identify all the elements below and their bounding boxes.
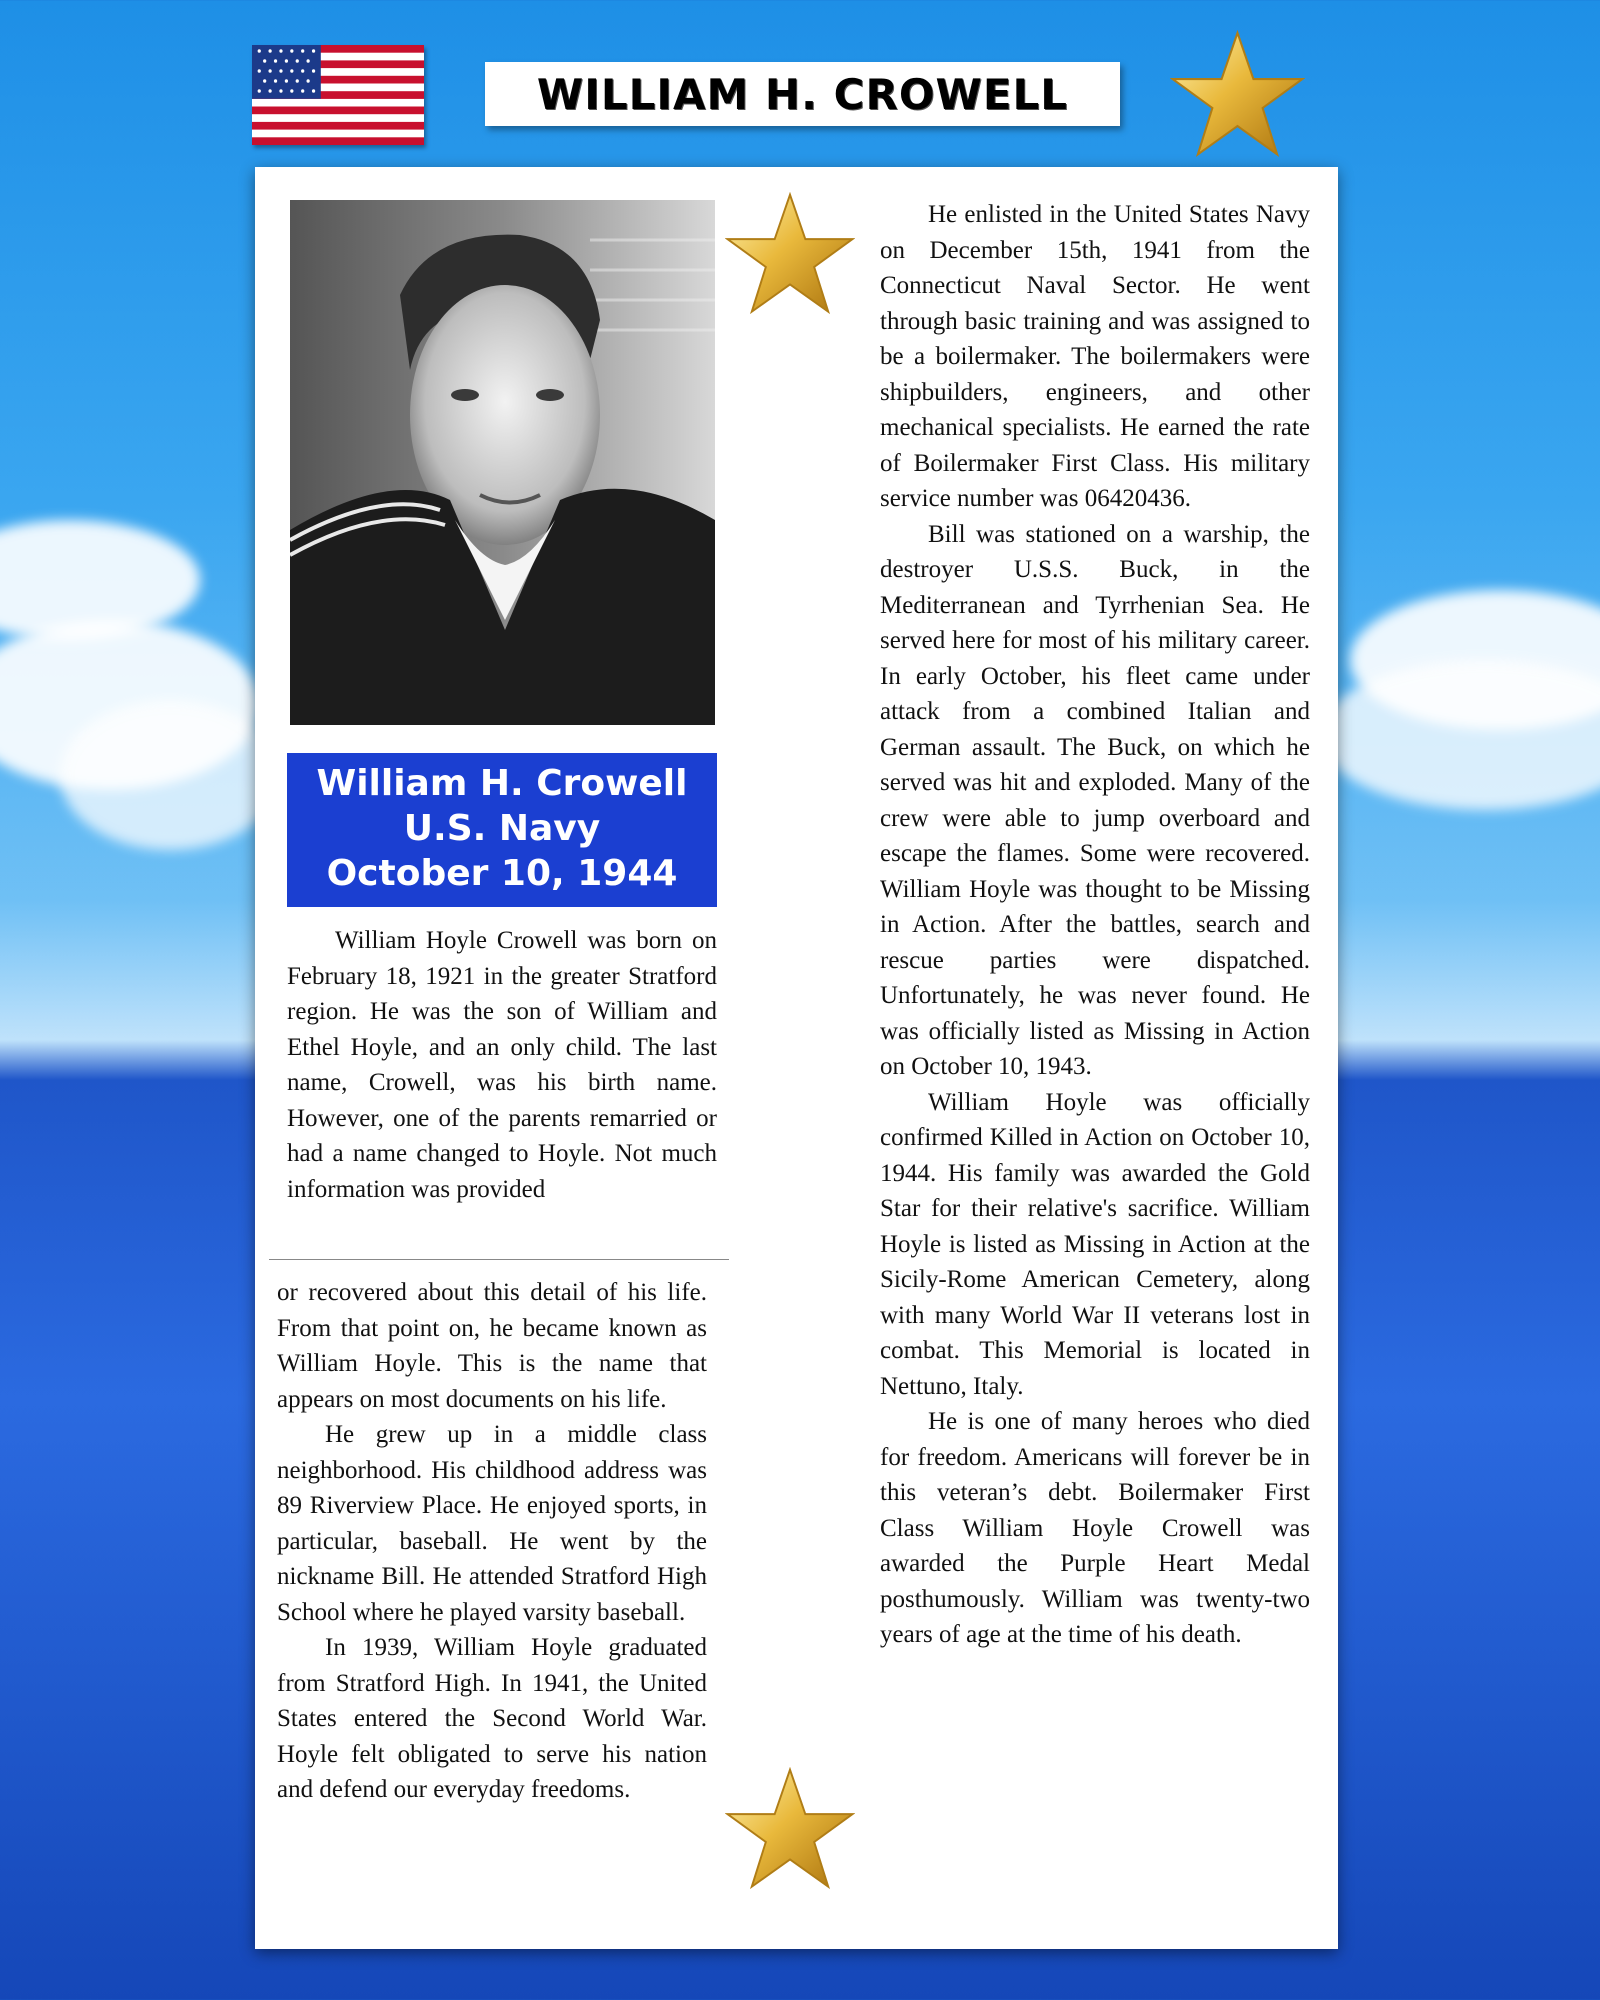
right-column <box>880 197 1310 1653</box>
caption-branch: U.S. Navy <box>403 808 601 849</box>
paragraph: In 1939, William Hoyle graduated from Stratford High. In 1941, the United States entered the Second World War. Hoyle felt obligated to serve his nation and defend our everyday freedoms. <box>277 1634 707 1803</box>
left-column-bottom <box>277 1275 707 1808</box>
column-divider <box>269 1259 729 1260</box>
paragraph: Bill was stationed on a warship, the destroyer U.S.S. Buck, in the Mediterranean and Tyrrhenian Sea. He served here for most of his military career. In early October, his fleet came under attack from a combined Italian and German assault. The Buck, on which he served was hit and exploded. Many of the crew were able to jump overboard and escape the flames. Some were recovered. William Hoyle was thought to be Missing in Action. After the battles, search and rescue parties were dispatched. Unfortunately, he was never found. He was officially listed as Missing in Action on October 10, 1943. <box>880 520 1310 1080</box>
caption-date: October 10, 1944 <box>326 853 678 894</box>
us-flag-icon <box>252 45 424 145</box>
paragraph: He grew up in a middle class neighborhood. His childhood address was 89 Riverview Place. He enjoyed sports, in particular, baseball. He went by the nickname Bill. He attended Stratford High School where he played varsity baseball. <box>277 1421 707 1626</box>
paragraph: William Hoyle was officially confirmed Killed in Action on October 10, 1944. His family was awarded the Gold Star for their relative's sacrifice. William Hoyle is listed as Missing in Action at the Sicily-Rome American Cemetery, along with many World War II veterans lost in combat. This Memorial is located in Nettuno, Italy. <box>880 1088 1310 1400</box>
caption-name: William H. Crowell <box>316 763 688 804</box>
gold-star-icon <box>725 1767 855 1892</box>
page-title-text: WILLIAM H. CROWELL <box>536 69 1069 119</box>
paragraph: or recovered about this detail of his life. From that point on, he became known as William Hoyle. This is the name that appears on most documents on his life. <box>277 1279 707 1413</box>
left-column-top <box>287 923 717 1207</box>
page-title <box>485 62 1120 126</box>
cloud <box>60 700 280 850</box>
portrait-photo <box>290 200 715 725</box>
gold-star-icon <box>1170 30 1305 160</box>
article-panel <box>255 167 1338 1949</box>
paragraph: He is one of many heroes who died for freedom. Americans will forever be in this veteran’s debt. Boilermaker First Class William Hoyle Crowell was awarded the Purple Heart Medal posthumously. William was twenty-two years of age at the time of his death. <box>880 1408 1310 1648</box>
paragraph: William Hoyle Crowell was born on February 18, 1921 in the greater Stratford region. He was the son of William and Ethel Hoyle, and an only child. The last name, Crowell, was his birth name. However, one of the parents remarried or had a name changed to Hoyle. Not much information was provided <box>287 927 717 1203</box>
gold-star-icon <box>725 192 855 317</box>
caption-box <box>287 753 717 907</box>
paragraph: He enlisted in the United States Navy on December 15th, 1941 from the Connecticut Naval Sector. He went through basic training and was assigned to be a boilermaker. The boilermakers were shipbuilders, engineers, and other mechanical specialists. He earned the rate of Boilermaker First Class. His military service number was 06420436. <box>880 201 1310 512</box>
